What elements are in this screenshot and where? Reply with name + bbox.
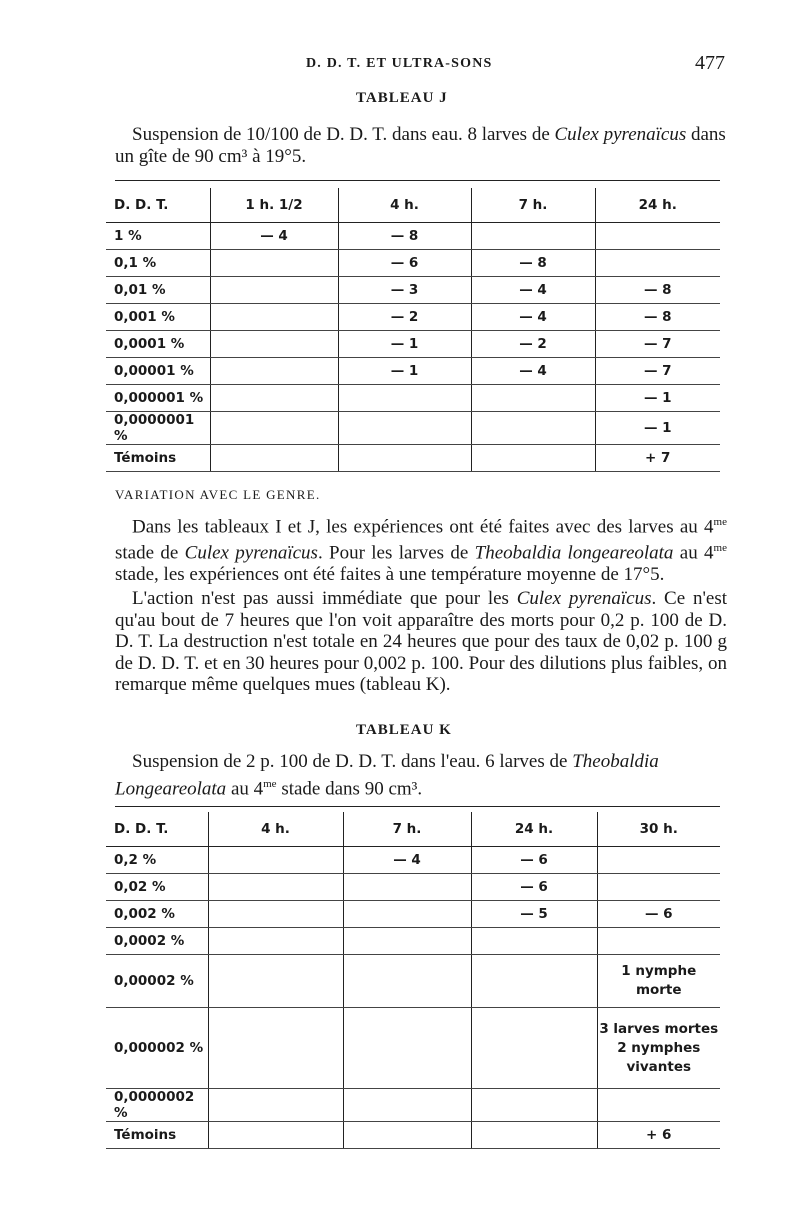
table-cell: — 8 (471, 250, 595, 277)
table-cell (210, 304, 338, 331)
row-label: 0,0000002 % (106, 1089, 208, 1122)
table-cell (471, 1122, 597, 1149)
table-cell (343, 1089, 471, 1122)
row-label: 0,2 % (106, 847, 208, 874)
table-row (106, 277, 720, 304)
row-label: 0,0002 % (106, 928, 208, 955)
table-row (106, 412, 720, 445)
table-cell (471, 1089, 597, 1122)
table-cell: — 6 (597, 901, 720, 928)
row-label: 0,0001 % (106, 331, 210, 358)
table-cell: — 4 (471, 304, 595, 331)
column-header: 7 h. (343, 812, 471, 847)
table-cell (208, 1122, 343, 1149)
section-heading: VARIATION AVEC LE GENRE. (115, 487, 321, 502)
tableau-k-top-rule (115, 806, 720, 807)
table-cell (338, 412, 471, 445)
table-row (106, 1008, 720, 1089)
table-cell (343, 928, 471, 955)
tableau-j-caption: Suspension de 10/100 de D. D. T. dans eau. 8 larves de Culex pyrenaïcus dans un gîte de 90 cm³ à 19°5. (115, 124, 726, 167)
table-cell: — 1 (338, 331, 471, 358)
table-row (106, 901, 720, 928)
column-header: 4 h. (338, 188, 471, 223)
table-cell (210, 358, 338, 385)
paragraph-1: Dans les tableaux I et J, les expériences ont été faites avec des larves au $4^{me}$ stade de Culex pyrenaïcus. Pour les larves de Theobaldia longeareolata au $4^{me}$ stade, les expériences ont été faites à une température moyenne de 17°5. (115, 516, 727, 585)
row-label: 0,0000001 % (106, 412, 210, 445)
tableau-j-table (106, 188, 720, 472)
table-cell: + 6 (597, 1122, 720, 1149)
table-cell: — 4 (210, 223, 338, 250)
table-cell (208, 901, 343, 928)
table-cell: — 2 (471, 331, 595, 358)
row-label: 0,000001 % (106, 385, 210, 412)
table-cell (338, 445, 471, 472)
column-header: 30 h. (597, 812, 720, 847)
table-row (106, 928, 720, 955)
table-cell (210, 331, 338, 358)
table-row (106, 1122, 720, 1149)
row-label: 0,00002 % (106, 955, 208, 1008)
table-cell (597, 847, 720, 874)
column-header: D. D. T. (106, 188, 210, 223)
table-row (106, 955, 720, 1008)
page-number: 477 (695, 52, 725, 74)
table-row (106, 847, 720, 874)
table-cell: — 6 (338, 250, 471, 277)
table-cell: — 1 (595, 412, 720, 445)
row-label: 0,1 % (106, 250, 210, 277)
table-cell (343, 874, 471, 901)
row-label: 0,01 % (106, 277, 210, 304)
table-cell (208, 955, 343, 1008)
running-title: D. D. T. ET ULTRA-SONS (306, 56, 493, 71)
table-cell (597, 928, 720, 955)
column-header: 1 h. 1/2 (210, 188, 338, 223)
row-label: Témoins (106, 445, 210, 472)
table-row (106, 874, 720, 901)
table-cell (208, 847, 343, 874)
table-cell: — 5 (471, 901, 597, 928)
table-cell (210, 385, 338, 412)
table-row (106, 358, 720, 385)
table-cell (471, 223, 595, 250)
tableau-k-caption: Suspension de 2 p. 100 de D. D. T. dans l'eau. 6 larves de Theobaldia Longeareolata au $4^{me}$ stade dans 90 cm³. (115, 751, 659, 800)
table-cell (210, 445, 338, 472)
tableau-j-body (106, 223, 720, 472)
table-row (106, 1089, 720, 1122)
table-cell (208, 874, 343, 901)
table-cell (597, 874, 720, 901)
table-cell: — 4 (471, 358, 595, 385)
table-row (106, 445, 720, 472)
row-label: 0,001 % (106, 304, 210, 331)
table-cell: — 4 (343, 847, 471, 874)
table-cell: — 4 (471, 277, 595, 304)
table-cell (595, 223, 720, 250)
row-label: 0,000002 % (106, 1008, 208, 1089)
table-cell (343, 901, 471, 928)
tableau-k-header-row (106, 812, 720, 847)
table-cell: — 1 (338, 358, 471, 385)
table-cell (471, 445, 595, 472)
row-label: 0,02 % (106, 874, 208, 901)
tableau-k-title: TABLEAU K (356, 722, 452, 738)
table-cell: — 8 (595, 304, 720, 331)
table-cell: — 8 (338, 223, 471, 250)
table-cell (210, 250, 338, 277)
table-cell: 1 nymphe morte (597, 955, 720, 1008)
tableau-j-header-row (106, 188, 720, 223)
table-cell: — 6 (471, 847, 597, 874)
table-cell: — 7 (595, 331, 720, 358)
table-cell (343, 1008, 471, 1089)
column-header: D. D. T. (106, 812, 208, 847)
table-cell: 3 larves mortes 2 nymphes vivantes (597, 1008, 720, 1089)
row-label: 0,002 % (106, 901, 208, 928)
table-cell (208, 1089, 343, 1122)
column-header: 4 h. (208, 812, 343, 847)
tableau-k-table (106, 812, 720, 1149)
table-cell: + 7 (595, 445, 720, 472)
paragraph-2: L'action n'est pas aussi immédiate que pour les Culex pyrenaïcus. Ce n'est qu'au bout de 7 heures que l'on voit apparaître des morts pour 0,2 p. 100 de D. D. T. La destruction n'est totale en 24 heures que pour des taux de 0,02 p. 100 g de D. D. T. et en 30 heures pour 0,002 p. 100. Pour des dilutions plus faibles, on remarque même quelques mues (tableau K). (115, 588, 727, 695)
table-cell (210, 412, 338, 445)
table-cell: — 8 (595, 277, 720, 304)
row-label: Témoins (106, 1122, 208, 1149)
table-cell (338, 385, 471, 412)
table-cell (471, 928, 597, 955)
table-row (106, 223, 720, 250)
table-cell: — 2 (338, 304, 471, 331)
tableau-j-title: TABLEAU J (356, 90, 448, 106)
table-cell: — 6 (471, 874, 597, 901)
column-header: 24 h. (595, 188, 720, 223)
table-row (106, 331, 720, 358)
table-cell (471, 1008, 597, 1089)
table-cell (471, 955, 597, 1008)
tableau-j-top-rule (115, 180, 720, 181)
table-cell: — 7 (595, 358, 720, 385)
table-row (106, 304, 720, 331)
table-cell (208, 1008, 343, 1089)
table-cell: — 1 (595, 385, 720, 412)
column-header: 24 h. (471, 812, 597, 847)
column-header: 7 h. (471, 188, 595, 223)
table-cell: — 3 (338, 277, 471, 304)
table-row (106, 250, 720, 277)
tableau-k-body (106, 847, 720, 1149)
table-cell (597, 1089, 720, 1122)
table-cell (471, 412, 595, 445)
row-label: 0,00001 % (106, 358, 210, 385)
table-cell (343, 1122, 471, 1149)
row-label: 1 % (106, 223, 210, 250)
table-cell (343, 955, 471, 1008)
table-cell (208, 928, 343, 955)
table-cell (210, 277, 338, 304)
table-cell (595, 250, 720, 277)
table-row (106, 385, 720, 412)
table-cell (471, 385, 595, 412)
